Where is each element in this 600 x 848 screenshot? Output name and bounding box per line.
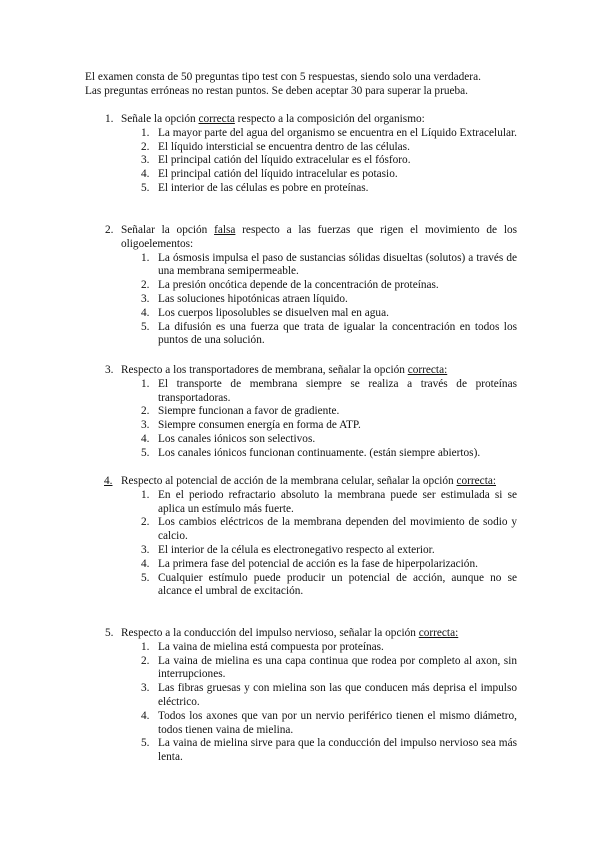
question-stem-text: Respecto a la conducción del impulso nervioso, señalar la opción <box>121 627 419 639</box>
option-text: En el periodo refractario absoluto la membrana puede ser estimulada si se aplica un estímulo más fuerte. <box>158 488 517 515</box>
option-text: La vaina de mielina está compuesta por proteínas. <box>158 640 384 653</box>
question-keyword: correcta: <box>407 364 448 376</box>
question-keyword: falsa <box>214 224 236 236</box>
option-text: El transporte de membrana siempre se realiza a través de proteínas transportadoras. <box>158 377 517 404</box>
question-stem-text: Respecto al potencial de acción de la membrana celular, señalar la opción <box>121 475 457 487</box>
option-text: Los canales iónicos son selectivos. <box>158 432 316 445</box>
answer-option <box>85 154 517 168</box>
option-number: 1. <box>141 377 150 390</box>
question-keyword: correcta <box>198 113 235 125</box>
answer-option <box>85 489 517 517</box>
option-number: 5. <box>141 737 150 750</box>
question-stem <box>85 224 517 252</box>
option-number: 2. <box>141 405 150 418</box>
option-number: 5. <box>141 446 150 459</box>
option-number: 1. <box>141 251 150 264</box>
option-text: La mayor parte del agua del organismo se encuentra en el Líquido Extracelular. <box>158 126 517 139</box>
question-keyword: correcta: <box>418 627 459 639</box>
question-stem-text: Señalar la opción <box>121 224 215 236</box>
question-4 <box>85 475 517 599</box>
option-number: 1. <box>141 488 150 501</box>
option-text: El principal catión del líquido extracelular es el fósforo. <box>158 154 411 167</box>
answer-options <box>85 489 517 599</box>
option-text: Cualquier estímulo puede producir un potencial de acción, aunque no se alcance el umbral de excitación. <box>158 571 517 598</box>
question-stem <box>85 113 517 127</box>
question-number: 3. <box>105 364 114 376</box>
question-number: 1. <box>105 113 114 125</box>
answer-option <box>85 544 517 558</box>
question-stem-text-end: respecto a las fuerzas que rigen el movimiento de los oligoelementos: <box>121 224 518 250</box>
option-number: 1. <box>141 640 150 653</box>
answer-option <box>85 710 517 738</box>
option-number: 2. <box>141 140 150 153</box>
option-text: Siempre funcionan a favor de gradiente. <box>158 405 340 418</box>
answer-option <box>85 433 517 447</box>
question-stem-text: Señale la opción <box>121 113 199 125</box>
option-text: El interior de la célula es electronegativo respecto al exterior. <box>158 543 435 556</box>
answer-option <box>85 168 517 182</box>
question-stem <box>85 364 517 378</box>
answer-option <box>85 682 517 710</box>
answer-option <box>85 182 517 196</box>
answer-option <box>85 447 517 461</box>
option-number: 3. <box>141 543 150 556</box>
option-number: 4. <box>141 306 150 319</box>
option-number: 3. <box>141 419 150 432</box>
option-text: Las soluciones hipotónicas atraen líquido. <box>158 292 348 305</box>
option-text: El principal catión del líquido intracelular es potasio. <box>158 168 398 181</box>
answer-option <box>85 558 517 572</box>
option-number: 1. <box>141 126 150 139</box>
question-1 <box>85 113 517 196</box>
option-number: 2. <box>141 654 150 667</box>
question-keyword: correcta: <box>456 475 496 487</box>
answer-option <box>85 127 517 141</box>
option-number: 4. <box>141 168 150 181</box>
question-number: 2. <box>105 224 114 236</box>
question-stem <box>85 627 517 641</box>
answer-option <box>85 641 517 655</box>
answer-option <box>85 737 517 765</box>
question-2 <box>85 224 517 348</box>
option-text: Los cambios eléctricos de la membrana dependen del movimiento de sodio y calcio. <box>158 516 517 543</box>
option-number: 3. <box>141 682 150 695</box>
option-text: Los canales iónicos funcionan continuamente. (están siempre abiertos). <box>158 446 481 459</box>
option-text: La ósmosis impulsa el paso de sustancias sólidas disueltas (solutos) a través de una membrana semipermeable. <box>158 251 517 278</box>
option-text: La difusión es una fuerza que trata de igualar la concentración en todos los puntos de una solución. <box>158 320 517 347</box>
option-number: 4. <box>141 432 150 445</box>
question-stem-text: Respecto a los transportadores de membrana, señalar la opción <box>121 364 408 376</box>
answer-options <box>85 378 517 461</box>
option-number: 5. <box>141 320 150 333</box>
option-text: La primera fase del potencial de acción es la fase de hiperpolarización. <box>158 557 478 570</box>
answer-option <box>85 405 517 419</box>
answer-option <box>85 141 517 155</box>
answer-option <box>85 516 517 544</box>
option-number: 4. <box>141 557 150 570</box>
question-stem <box>85 475 517 489</box>
option-text: Siempre consumen energía en forma de ATP. <box>158 419 361 432</box>
question-number: 5. <box>105 627 114 639</box>
option-number: 5. <box>141 181 150 194</box>
answer-option <box>85 252 517 280</box>
answer-option <box>85 293 517 307</box>
option-number: 2. <box>141 279 150 292</box>
option-text: El líquido intersticial se encuentra dentro de las células. <box>158 140 410 153</box>
instructions-line-2: Las preguntas erróneas no restan puntos. Se deben aceptar 30 para superar la prueba. <box>85 84 468 97</box>
exam-instructions <box>85 71 517 99</box>
answer-option <box>85 279 517 293</box>
answer-option <box>85 321 517 349</box>
option-number: 2. <box>141 516 150 529</box>
answer-option <box>85 419 517 433</box>
option-number: 3. <box>141 154 150 167</box>
option-text: El interior de las células es pobre en proteínas. <box>158 181 369 194</box>
answer-option <box>85 307 517 321</box>
question-3 <box>85 364 517 461</box>
question-number: 4. <box>104 475 113 487</box>
answer-options <box>85 252 517 349</box>
answer-option <box>85 572 517 600</box>
instructions-line-1: El examen consta de 50 preguntas tipo test con 5 respuestas, siendo solo una verdadera. <box>85 71 481 83</box>
option-text: Las fibras gruesas y con mielina son las que conducen más deprisa el impulso eléctrico. <box>158 682 517 708</box>
option-number: 5. <box>141 571 150 584</box>
option-text: La presión oncótica depende de la concentración de proteínas. <box>158 279 439 292</box>
answer-option <box>85 655 517 683</box>
answer-options <box>85 127 517 196</box>
answer-option <box>85 378 517 406</box>
option-text: La vaina de mielina es una capa continua que rodea por completo al axon, sin interrupciones. <box>158 654 517 681</box>
question-5 <box>85 627 517 765</box>
option-text: Los cuerpos liposolubles se disuelven mal en agua. <box>158 306 389 319</box>
option-number: 3. <box>141 292 150 305</box>
question-stem-text-end: respecto a la composición del organismo: <box>234 113 425 125</box>
option-text: La vaina de mielina sirve para que la conducción del impulso nervioso sea más lenta. <box>158 737 517 764</box>
option-number: 4. <box>141 709 150 722</box>
answer-options <box>85 641 517 765</box>
option-text: Todos los axones que van por un nervio periférico tienen el mismo diámetro, todos tienen vaina de mielina. <box>158 709 517 736</box>
